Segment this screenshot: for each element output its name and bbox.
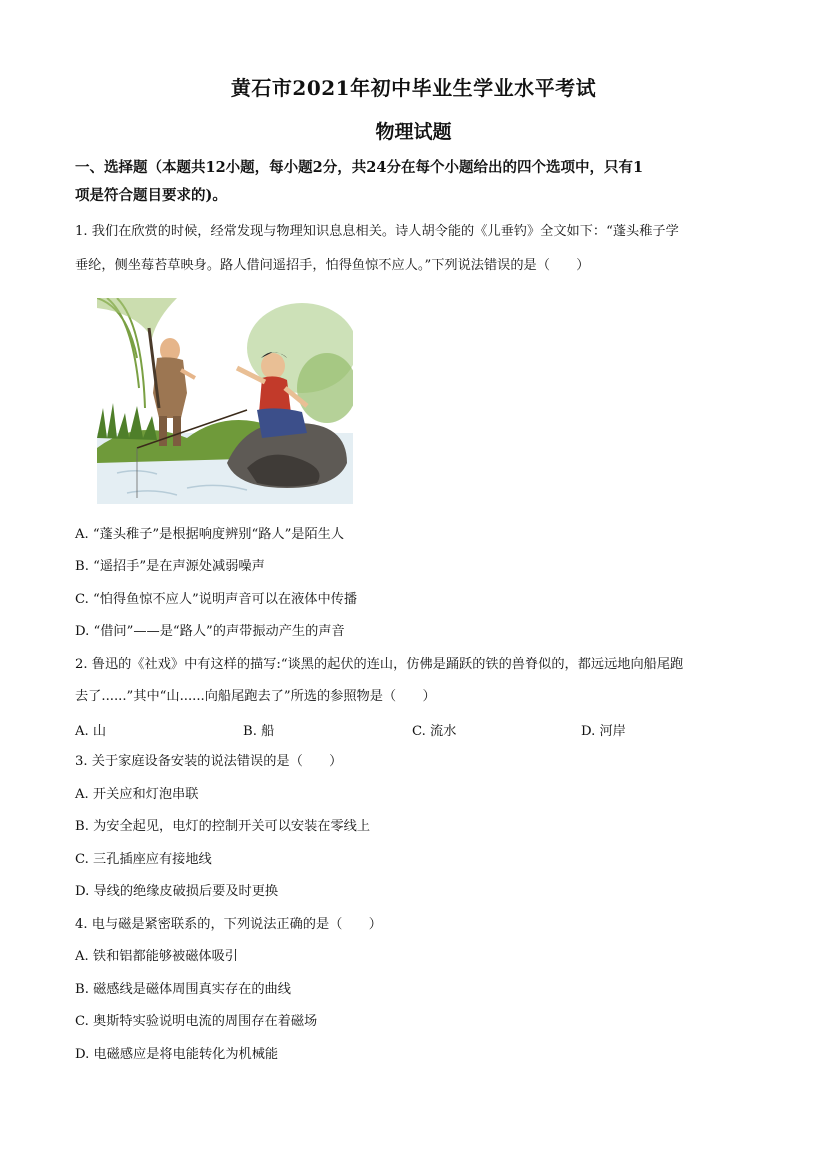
q3-option-d: D. 导线的绝缘皮破损后要及时更换 <box>75 884 279 899</box>
q3-option-a: A. 开关应和灯泡串联 <box>75 787 199 802</box>
q1-option-a: A. “蓬头稚子”是根据响度辨别“路人”是陌生人 <box>75 527 345 542</box>
q3-option-c: C. 三孔插座应有接地线 <box>75 852 212 867</box>
q1-option-d: D. “借问”——是“路人”的声带振动产生的声音 <box>75 624 345 639</box>
section-heading-line2: 项是符合题目要求的)。 <box>75 187 227 204</box>
q3-stem: 3. 关于家庭设备安装的说法错误的是（ ） <box>75 754 343 769</box>
q4-option-d: D. 电磁感应是将电能转化为机械能 <box>75 1047 279 1062</box>
q2-options-row <box>75 720 755 740</box>
exam-title: 黄石市2021年初中毕业生学业水平考试 <box>230 76 597 100</box>
q4-option-a: A. 铁和铝都能够被磁体吸引 <box>75 949 238 964</box>
fishing-child-illustration <box>97 298 353 504</box>
q2-stem-line1: 2. 鲁迅的《社戏》中有这样的描写:“谈黑的起伏的连山，仿佛是踊跃的铁的兽脊似的，都远远地向船尾跑 <box>75 657 684 672</box>
subject-title: 物理试题 <box>375 121 452 143</box>
q4-option-b: B. 磁感线是磁体周围真实存在的曲线 <box>75 982 291 997</box>
q4-stem: 4. 电与磁是紧密联系的，下列说法正确的是（ ） <box>75 917 382 932</box>
q2-option-a: A. 山 <box>75 724 107 739</box>
q1-option-b: B. “遥招手”是在声源处减弱噪声 <box>75 559 265 574</box>
q1-stem-line1: 1. 我们在欣赏的时候，经常发现与物理知识息息相关。诗人胡令能的《儿垂钓》全文如下：“蓬头稚子学 <box>75 224 679 239</box>
q2-stem-line2: 去了......”其中“山......向船尾跑去了”所选的参照物是（ ） <box>75 689 436 704</box>
q1-option-c: C. “怕得鱼惊不应人”说明声音可以在液体中传播 <box>75 592 358 607</box>
q4-option-c: C. 奥斯特实验说明电流的周围存在着磁场 <box>75 1014 318 1029</box>
q2-option-b: B. 船 <box>243 724 275 739</box>
q2-option-c: C. 流水 <box>412 724 457 739</box>
q1-stem-line2: 垂纶，侧坐莓苔草映身。路人借问遥招手，怕得鱼惊不应人。”下列说法错误的是（ ） <box>75 258 590 273</box>
q2-option-d: D. 河岸 <box>581 724 626 739</box>
q3-option-b: B. 为安全起见，电灯的控制开关可以安装在零线上 <box>75 819 371 834</box>
section-heading-line1: 一、选择题（本题共12小题，每小题2分，共24分在每个小题给出的四个选项中，只有1 <box>75 159 644 176</box>
